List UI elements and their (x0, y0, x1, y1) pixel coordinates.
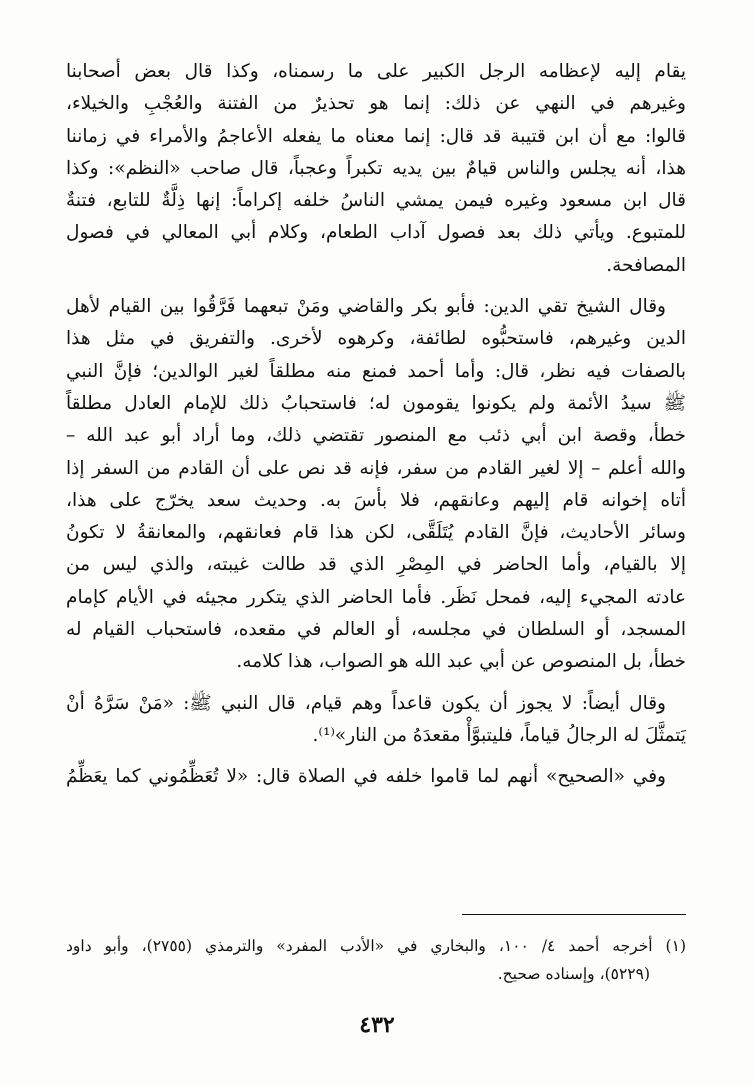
text-line: وقال الشيخ تقي الدين: فأبو بكر والقاضي ومَنْ تبعهما فَرَّقُوا بين القيام لأهل (66, 296, 666, 318)
text-line: بالصفات فيه نظر، قال: وأما أحمد فمنع منه مطلقاً لغير الوالدين؛ فإنَّ النبي (66, 360, 686, 382)
text-line: هذا، أنه يجلس والناس قيامٌ بين يديه تكبراً وعجباً، قال صاحب «النظم»: وكذا (66, 157, 686, 179)
text-line: أتاه إخوانه قام إليهم وعانقهم، فلا بأسَ به. وحديث سعد يخرّج على هذا، (66, 489, 686, 511)
footnote-separator (462, 914, 686, 915)
text-line: يقام إليه لإعظامه الرجل الكبير على ما رسمناه، وكذا قال بعض أصحابنا (66, 61, 686, 82)
footnotes (66, 932, 686, 988)
paragraph-1 (66, 56, 686, 282)
text-line: للمتبوع. ويأتي ذلك بعد فصول آداب الطعام، وكلام أبي المعالي في فصول (66, 222, 686, 244)
paragraph-4 (66, 761, 686, 793)
main-text (66, 56, 686, 794)
text-line: الدين وغيرهم، فاستحبُّوه لطائفة، وكرهوه لأخرى. والتفريق في مثل هذا (66, 328, 686, 350)
text-line: خطأ، وقصة ابن أبي ذئب مع المنصور تقتضي ذلك، وما أراد أبو عبد الله – (66, 425, 686, 447)
text-line: خطأ، بل المنصوص عن أبي عبد الله هو الصواب، هذا كلامه. (236, 651, 686, 673)
text-line: وسائر الأحاديث، فإنَّ القادم يُتَلَقَّى، لكن هذا قام فعانقهم، والمعانقةُ لا تكونُ (66, 522, 686, 544)
text-line: وقال أيضاً: لا يجوز أن يكون قاعداً وهم قيام، قال النبي ﷺ: «مَنْ سَرَّهُ أنْ (66, 692, 666, 714)
text-line: المسجد، أو السلطان في مجلسه، أو العالم في مقعده، فاستحباب القيام له (66, 619, 686, 641)
text-line: عادته المجيء إليه، فمحل نَظَر. فأما الحاضر الذي يتكرر مجيئه في الأيام كإمام (66, 586, 686, 608)
footnote-line: (١) أخرجه أحمد ٤/ ١٠٠، والبخاري في «الأدب المفرد» والترمذي (٢٧٥٥)، وأبو داود (66, 937, 687, 955)
text-line: ﷺ سيدُ الأئمة ولم يكونوا يقومون له؛ فاستحبابُ ذلك للإمام العادل مطلقاً (66, 392, 686, 414)
text-line: قال ابن مسعود وغيره فيمن يمشي الناسُ خلفه إكراماً: إنها ذِلَّةٌ للتابع، فتنةٌ (66, 190, 686, 212)
page-number: ٤٣٢ (359, 1012, 395, 1038)
paragraph-2 (66, 291, 686, 679)
text-line: وغيرهم في النهي عن ذلك: إنما هو تحذيرٌ من الفتنة والعُجْبِ والخيلاء، (66, 93, 686, 115)
text-line: وفي «الصحيح» أنهم لما قاموا خلفه في الصلاة قال: «لا تُعَظِّمُوني كما يعَظِّمُ (66, 766, 666, 788)
text-line: قالوا: مع أن ابن قتيبة قد قال: إنما معناه ما يفعله الأعاجمُ والأمراء في زماننا (66, 125, 686, 147)
footnote-line: (٥٢٢٩)، وإسناده صحيح. (497, 965, 650, 983)
text-line: يَتمثَّلَ له الرجالُ قياماً، فليتبوَّأْ مقعدَهُ من النار»⁽¹⁾. (312, 724, 686, 746)
text-line: إلا بالقيام، وأما الحاضر في المِصْرِ الذي قد طالت غيبته، والذي ليس من (66, 554, 686, 576)
text-line: والله أعلم – إلا لغير القادم من سفر، فإنه قد نص على أن القادم من السفر إذا (66, 457, 686, 479)
paragraph-3 (66, 688, 686, 753)
text-line: المصافحة. (606, 254, 686, 276)
